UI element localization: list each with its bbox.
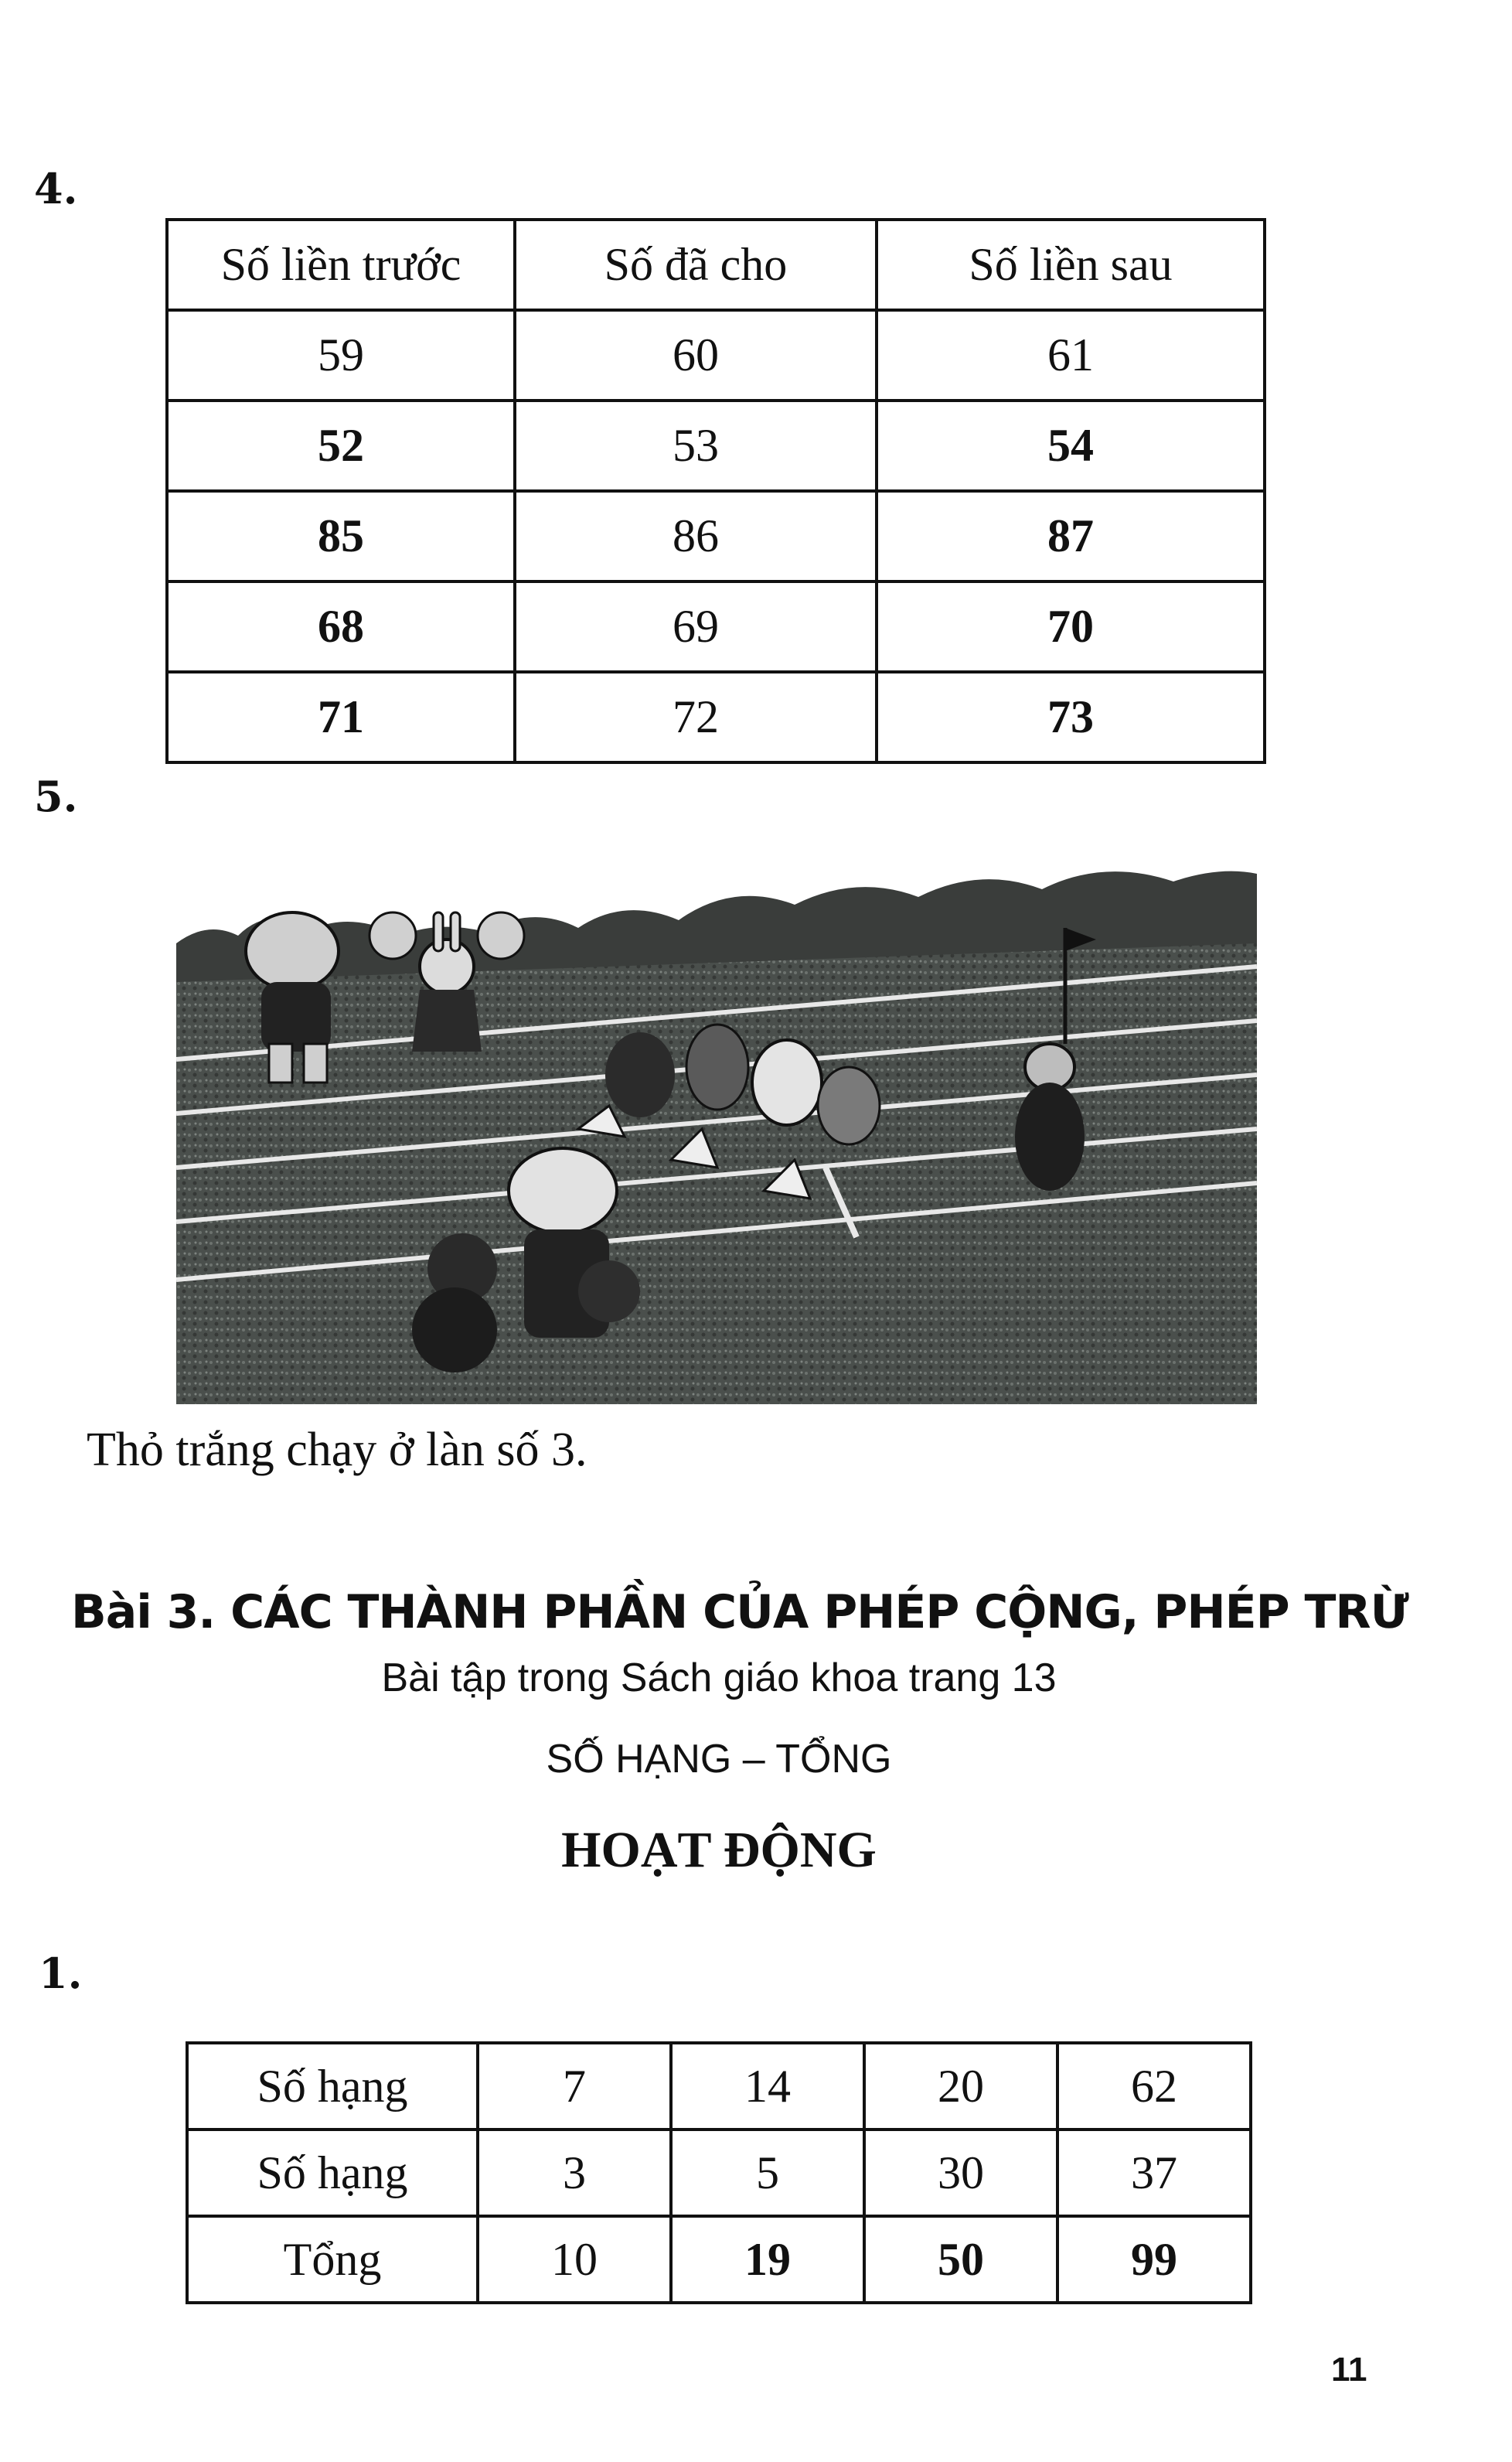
table-row: [167, 310, 1265, 401]
answer-cell: 99: [1057, 2216, 1251, 2303]
table-cell: 61: [877, 310, 1265, 401]
answer-cell: 19: [671, 2216, 864, 2303]
illustration-caption: Thỏ trắng chạy ở làn số 3.: [87, 1424, 587, 1476]
table-cell: 86: [515, 491, 877, 581]
table-row: [167, 401, 1265, 491]
lesson-title: Bài 3. CÁC THÀNH PHẦN CỦA PHÉP CỘNG, PHÉP TRỪ: [71, 1585, 1408, 1639]
table-cell: 14: [671, 2043, 864, 2130]
answer-cell: 70: [877, 581, 1265, 672]
answer-cell: 73: [877, 672, 1265, 762]
answer-cell: 50: [864, 2216, 1057, 2303]
table-cell: 60: [515, 310, 877, 401]
answer-cell: 68: [167, 581, 515, 672]
table-cell: 72: [515, 672, 877, 762]
lesson-topic: SỐ HẠNG – TỔNG: [546, 1737, 892, 1782]
exercise-5-number: 5.: [34, 772, 78, 821]
table-cell: 3: [478, 2130, 671, 2216]
table-cell: 30: [864, 2130, 1057, 2216]
lesson-subtitle: Bài tập trong Sách giáo khoa trang 13: [381, 1656, 1057, 1700]
answer-cell: 87: [877, 491, 1265, 581]
table-cell: 20: [864, 2043, 1057, 2130]
header-next-number: Số liền sau: [877, 220, 1265, 310]
table-cell: 62: [1057, 2043, 1251, 2130]
neighbor-numbers-table: [165, 218, 1266, 764]
race-track-animals-illustration-icon: [176, 851, 1257, 1404]
header-given-number: Số đã cho: [515, 220, 877, 310]
table-row: [187, 2216, 1251, 2303]
exercise-4-number: 4.: [34, 164, 78, 213]
page-number: 11: [1331, 2351, 1367, 2389]
table-cell: 5: [671, 2130, 864, 2216]
header-previous-number: Số liền trước: [167, 220, 515, 310]
table-cell: 7: [478, 2043, 671, 2130]
answer-cell: 54: [877, 401, 1265, 491]
exercise-1-number: 1.: [39, 1949, 83, 1998]
race-track-illustration: [176, 851, 1257, 1404]
row-label-sum: Tổng: [187, 2216, 478, 2303]
table-header-row: [167, 220, 1265, 310]
row-label-addend: Số hạng: [187, 2130, 478, 2216]
table-row: [187, 2130, 1251, 2216]
table-row: [167, 491, 1265, 581]
table-cell: 53: [515, 401, 877, 491]
section-heading: HOẠT ĐỘNG: [561, 1822, 877, 1878]
addends-sum-table: [186, 2041, 1252, 2304]
table-row: [187, 2043, 1251, 2130]
table-cell: 10: [478, 2216, 671, 2303]
answer-cell: 71: [167, 672, 515, 762]
table-cell: 69: [515, 581, 877, 672]
table-cell: 59: [167, 310, 515, 401]
table-cell: 37: [1057, 2130, 1251, 2216]
table-row: [167, 672, 1265, 762]
answer-cell: 52: [167, 401, 515, 491]
answer-cell: 85: [167, 491, 515, 581]
table-row: [167, 581, 1265, 672]
row-label-addend: Số hạng: [187, 2043, 478, 2130]
